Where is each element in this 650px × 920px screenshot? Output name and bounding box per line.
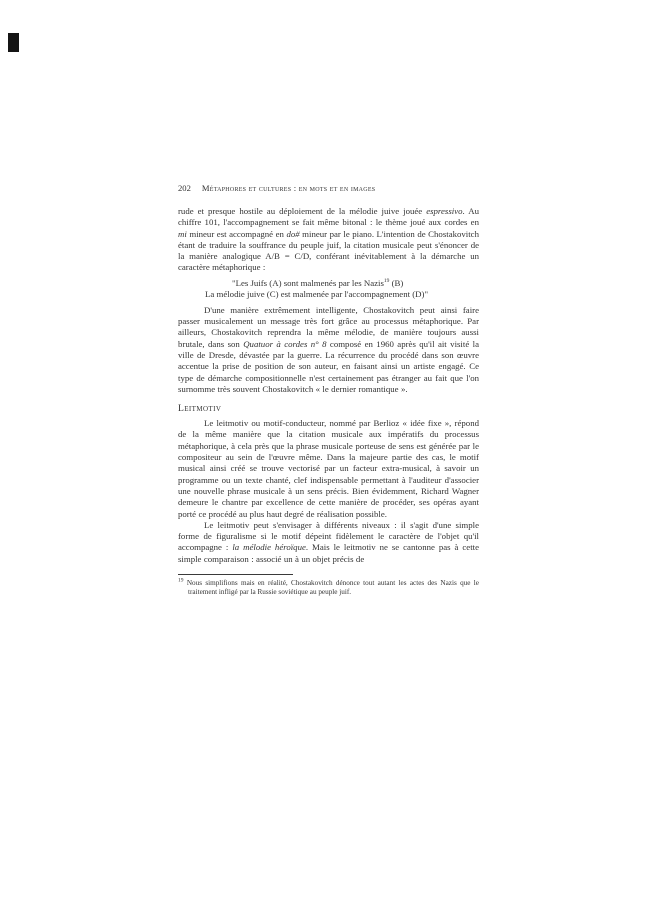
footnote-separator — [178, 574, 293, 575]
quote-line-1: "Les Juifs (A) sont malmenés par les Nazis$^{19}$ (B) — [232, 277, 404, 288]
quote-line-2: La mélodie juive (C) est malmenée par l'accompagnement (D)" — [205, 289, 429, 300]
running-header — [178, 183, 479, 193]
page-number: 202 — [178, 183, 191, 193]
running-title: Métaphores et cultures : en mots et en images — [201, 183, 376, 193]
paragraph-2: D'une manière extrêmement intelligente, Chostakovitch peut ainsi faire passer musicalement un message très fort grâce au processus métaphorique. Par ailleurs, Chostakovitch reprendra la même mélodie, de manière toujours aussi brutale, dans son Quatuor à cordes n° 8 composé en 1960 après qu'il ait visité la ville de Dresde, dévastée par la guerre. La récurrence du procédé dans son œuvre accentue la prise de position de son auteur, en faisant ainsi un artiste engagé. Ce type de démarche compositionnelle n'est certainement pas étranger au fait que l'on surnomme très souvent Chostakovitch « le dernier romantique ». — [178, 304, 479, 394]
section-heading: Leitmotiv — [178, 403, 222, 415]
paragraph-4: Le leitmotiv peut s'envisager à différents niveaux : il s'agit d'une simple forme de figuralisme si le motif dépeint fidèlement le caractère de l'objet qu'il accompagne : la mélodie héroïque. Mais le leitmotiv ne se cantonne pas à cette simple comparaison : associé un à un objet précis de — [178, 519, 479, 564]
paragraph-1: rude et presque hostile au déploiement de la mélodie juive jouée espressivo. Au chiffre 101, l'accompagnement se fait même bitonal : le thème joué aux cordes en mi mineur est accompagné en do# mineur par le piano. L'intention de Chostakovitch étant de traduire la souffrance du peuple juif, la citation musicale peut s'énoncer de la manière analogique A/B = C/D, conférant inévitablement à la démarche un caractère métaphorique : — [178, 206, 479, 273]
footnote-marker: 19 — [178, 577, 184, 584]
paragraph-3: Le leitmotiv ou motif-conducteur, nommé par Berlioz « idée fixe », répond de la même manière que la citation musicale aux impératifs du processus métaphorique, à cela près que la phrase musicale porteuse de sens est générée par le compositeur au sein de l'œuvre même. Dans la majeure partie des cas, le motif musical ainsi créé se trouve vectorisé par un facteur extra-musical, à savoir un programme ou un texte chanté, clef indispensable permettant à l'auditeur d'associer une nouvelle phrase musicale à un sens précis. Bien évidemment, Richard Wagner demeure le chantre par excellence de cette manière de procéder, ses opéras ayant porté ce procédé au plus haut degré de réalisation possible. — [178, 418, 479, 519]
footnote-text: Nous simplifions mais en réalité, Chostakovitch dénonce tout autant les actes des Nazis que le traitement infligé par la Russie soviétique au peuple juif. — [183, 579, 479, 597]
quote-block — [178, 278, 479, 301]
text-column — [178, 183, 479, 598]
footnote — [178, 579, 479, 598]
scan-artifact — [8, 33, 19, 52]
